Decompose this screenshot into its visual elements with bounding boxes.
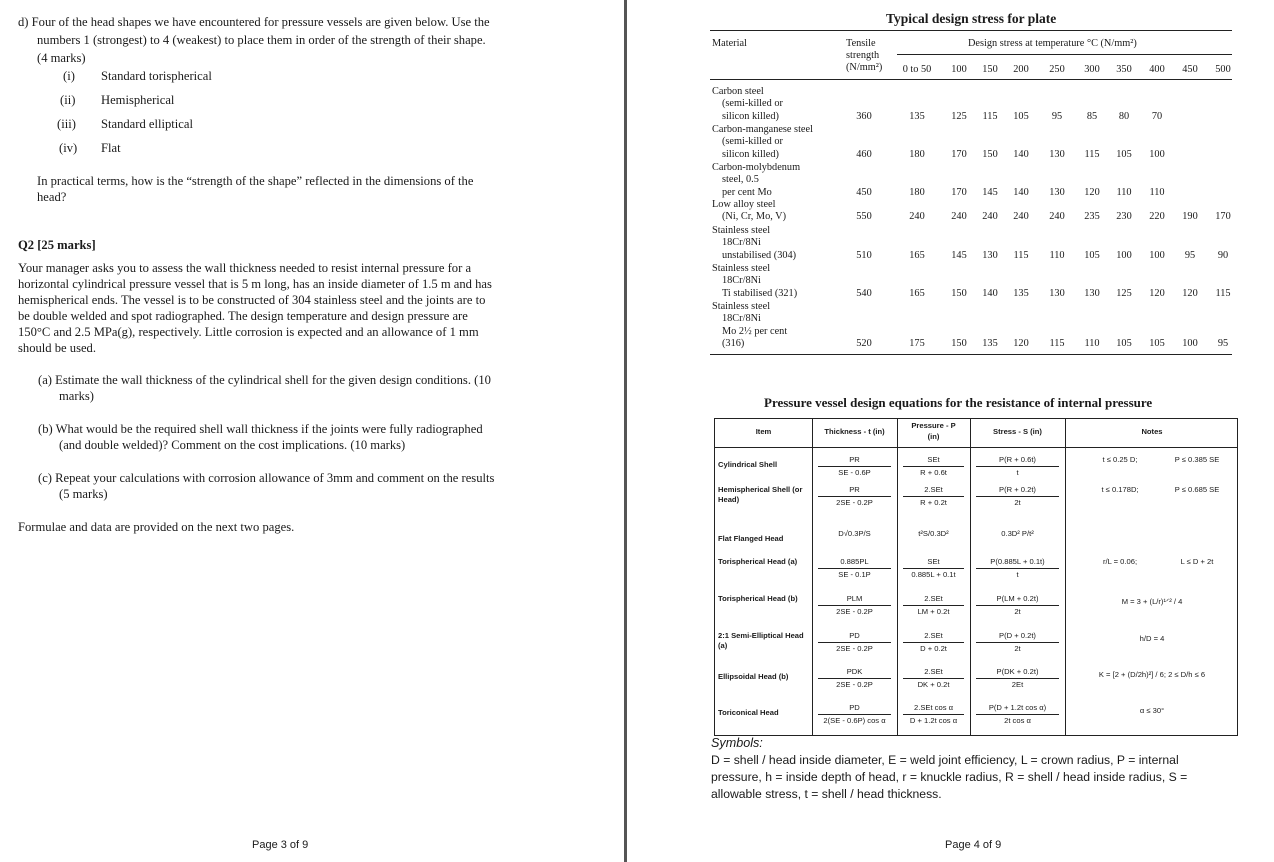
equation-denominator: LM + 0.2t (917, 607, 950, 616)
equation-note: P ≤ 0.685 SE (1174, 485, 1220, 494)
material-column-header: Material (712, 38, 747, 49)
equation-note: h/D = 4 (1139, 634, 1165, 643)
equation-note: P ≤ 0.385 SE (1174, 455, 1220, 464)
column-rule (970, 419, 971, 735)
material-label-line: 18Cr/8Ni (722, 275, 761, 287)
equation-note: M = 3 + (L/r)¹ᐟ² / 4 (1121, 597, 1183, 606)
design-stress-cell: 240 (1013, 211, 1029, 223)
shape-name: Standard torispherical (101, 69, 212, 83)
header-stress: Stress - S (in) (993, 427, 1042, 436)
equation-numerator: P(D + 1.2t cos α) (988, 703, 1047, 712)
design-stress-cell: 105 (1149, 338, 1165, 350)
design-stress-cell: 130 (982, 249, 998, 261)
design-stress-cell: 115 (1215, 287, 1231, 299)
material-label-line: Low alloy steel (712, 199, 776, 210)
material-label-line: Ti stabilised (321) (722, 287, 798, 299)
design-stress-cell: 115 (982, 110, 998, 122)
design-stress-cell: 145 (951, 249, 967, 261)
design-stress-cell: 180 (909, 148, 925, 160)
design-stress-cell: 80 (1118, 110, 1130, 122)
material-label-line: 18Cr/8Ni (722, 313, 761, 325)
design-stress-cell: 240 (951, 211, 967, 223)
page-number: Page 4 of 9 (945, 839, 1002, 851)
thickness-expression: D√0.3P/S (838, 529, 871, 538)
design-stress-cell: 130 (1049, 148, 1065, 160)
equation-denominator: 2SE - 0.2P (836, 498, 873, 507)
design-stress-cell: 130 (1084, 287, 1100, 299)
equation-denominator: 2t (1014, 644, 1021, 653)
equation-fraction (903, 703, 964, 726)
design-stress-cell: 85 (1086, 110, 1098, 122)
equation-numerator: 2.SEt (924, 631, 943, 640)
equation-denominator: D + 1.2t cos α (909, 716, 958, 725)
design-stress-cell: 105 (1013, 110, 1029, 122)
material-label-line: Stainless steel (712, 263, 771, 274)
equation-row-label: Cylindrical Shell (718, 460, 778, 469)
subquestion-a-line-2: marks) (59, 389, 94, 403)
practical-question-line-1: In practical terms, how is the “strength of the shape” reflected in the dimensions of the (37, 174, 474, 188)
equation-denominator: t (1016, 468, 1019, 477)
temperature-header: 500 (1215, 64, 1231, 75)
design-stress-cell: 100 (1149, 249, 1165, 261)
design-stress-cell: 135 (982, 338, 998, 350)
equation-note: K = [2 + (D/2h)²] / 6; 2 ≤ D/h ≤ 6 (1098, 670, 1206, 679)
design-stress-cell: 190 (1182, 211, 1198, 223)
design-stress-cell: 90 (1217, 249, 1229, 261)
equation-row-label: Hemispherical Shell (or Head) (718, 485, 803, 504)
equation-fraction (818, 594, 891, 617)
fraction-bar (903, 678, 964, 679)
fraction-bar (818, 466, 891, 467)
design-stress-cell: 180 (909, 186, 925, 198)
material-label-line: steel, 0.5 (722, 174, 759, 186)
design-stress-cell: 170 (951, 148, 967, 160)
q2-paragraph-line: should be used. (18, 341, 97, 355)
q2-heading: Q2 [25 marks] (18, 238, 96, 252)
tensile-strength-cell: 520 (856, 338, 872, 350)
design-stress-cell: 220 (1149, 211, 1165, 223)
equation-fraction (976, 631, 1059, 654)
equation-numerator: 2.SEt (924, 485, 943, 494)
equation-fraction (976, 557, 1059, 580)
tensile-strength-cell: 550 (856, 211, 872, 223)
column-rule (812, 419, 813, 735)
header-thickness: Thickness - t (in) (824, 427, 885, 436)
equation-denominator: t (1016, 570, 1019, 579)
fraction-bar (976, 568, 1059, 569)
equation-fraction (818, 631, 891, 654)
fraction-bar (903, 642, 964, 643)
equation-numerator: 2.SEt cos α (914, 703, 953, 712)
design-stress-cell: 235 (1084, 211, 1100, 223)
design-stress-cell: 105 (1084, 249, 1100, 261)
design-stress-cell: 100 (1116, 249, 1132, 261)
fraction-bar (903, 568, 964, 569)
tensile-strength-cell: 360 (856, 110, 872, 122)
equation-fraction (818, 703, 891, 726)
shape-number: (iii) (57, 117, 76, 131)
pressure-expression: t²S/0.3D² (918, 529, 949, 538)
equation-fraction (976, 594, 1059, 617)
temperature-header: 200 (1013, 64, 1029, 75)
part-d-marks: (4 marks) (37, 51, 86, 65)
design-stress-cell: 110 (1149, 186, 1165, 198)
equation-denominator: 2Et (1011, 680, 1024, 689)
design-stress-cell: 165 (909, 287, 925, 299)
equation-numerator: 2.SEt (924, 594, 943, 603)
part-d-intro-line-1: d) Four of the head shapes we have encountered for pressure vessels are given below. Use the (18, 15, 490, 29)
design-stress-cell: 135 (1013, 287, 1029, 299)
header-pressure: Pressure - P (911, 421, 956, 430)
q2-paragraph-line: Your manager asks you to assess the wall thickness needed to resist internal pressure for a (18, 261, 472, 275)
column-rule (1065, 419, 1066, 735)
design-stress-cell: 125 (951, 110, 967, 122)
equation-denominator: SE - 0.6P (838, 468, 871, 477)
material-label-line: (semi-killed or (722, 136, 783, 148)
design-stress-cell: 240 (982, 211, 998, 223)
design-stress-header: Design stress at temperature °C (N/mm²) (968, 38, 1137, 49)
q2-paragraph-line: 150°C and 2.5 MPa(g), respectively. Little corrosion is expected and an allowance of 1 mm (18, 325, 479, 339)
equation-fraction (903, 557, 964, 580)
fraction-bar (976, 466, 1059, 467)
equation-numerator: PLM (846, 594, 863, 603)
design-stress-cell: 70 (1151, 110, 1163, 122)
fraction-bar (976, 605, 1059, 606)
design-stress-cell: 150 (982, 148, 998, 160)
header-notes: Notes (1141, 427, 1163, 436)
design-stress-cell: 150 (951, 338, 967, 350)
temperature-header: 350 (1116, 64, 1132, 75)
equation-numerator: P(0.885L + 0.1t) (990, 557, 1045, 566)
tensile-strength-cell: 460 (856, 148, 872, 160)
equation-denominator: 0.885L + 0.1t (911, 570, 956, 579)
design-stress-cell: 95 (1184, 249, 1196, 261)
equation-note: L ≤ D + 2t (1180, 557, 1214, 566)
equation-note: r/L = 0.06; (1102, 557, 1138, 566)
q2-paragraph-line: hemispherical ends. The vessel is to be constructed of 304 stainless steel and the joints are to (18, 293, 486, 307)
equation-fraction (903, 594, 964, 617)
page-number: Page 3 of 9 (252, 839, 309, 851)
design-stress-cell: 130 (1049, 287, 1065, 299)
equation-fraction (903, 631, 964, 654)
fraction-bar (818, 568, 891, 569)
temperature-header: 450 (1182, 64, 1198, 75)
equation-denominator: 2t (1014, 607, 1021, 616)
design-stress-cell: 95 (1051, 110, 1063, 122)
design-stress-cell: 140 (982, 287, 998, 299)
equation-numerator: P(DK + 0.2t) (996, 667, 1039, 676)
equation-denominator: 2SE - 0.2P (836, 680, 873, 689)
equation-fraction (903, 455, 964, 478)
subquestion-a-line-1: (a) Estimate the wall thickness of the cylindrical shell for the given design conditions. (10 (38, 373, 491, 387)
equation-numerator: PR (849, 455, 860, 464)
symbols-line: allowable stress, t = shell / head thickness. (711, 787, 942, 801)
symbols-line: D = shell / head inside diameter, E = weld joint efficiency, L = crown radius, P = internal (711, 753, 1179, 767)
equation-denominator: 2t cos α (1004, 716, 1031, 725)
design-stress-cell: 120 (1084, 186, 1100, 198)
equation-fraction (976, 703, 1059, 726)
equation-numerator: 0.885PL (840, 557, 869, 566)
equation-fraction (818, 485, 891, 508)
formulae-note: Formulae and data are provided on the next two pages. (18, 520, 295, 534)
temperature-header: 100 (951, 64, 967, 75)
equation-numerator: PDK (846, 667, 863, 676)
design-stress-cell: 145 (982, 186, 998, 198)
equation-row-label: Torispherical Head (a) (718, 557, 798, 566)
practical-question-line-2: head? (37, 190, 67, 204)
equation-note: t ≤ 0.25 D; (1102, 455, 1138, 464)
table-rule (710, 79, 1232, 80)
shape-number: (iv) (59, 141, 78, 155)
design-stress-cell: 175 (909, 338, 925, 350)
material-label-line: Stainless steel (712, 225, 771, 236)
design-stress-cell: 115 (1049, 338, 1065, 350)
design-stress-cell: 115 (1013, 249, 1029, 261)
tensile-header-line: Tensile (846, 38, 876, 49)
temperature-header: 150 (982, 64, 998, 75)
stress-expression: 0.3D² P/t² (1001, 529, 1034, 538)
equation-numerator: P(R + 0.2t) (999, 485, 1036, 494)
equation-denominator: 2SE - 0.2P (836, 644, 873, 653)
material-label-line: silicon killed) (722, 148, 779, 160)
tensile-strength-cell: 450 (856, 186, 872, 198)
equations-table (714, 418, 1238, 736)
design-stress-cell: 240 (1049, 211, 1065, 223)
subquestion-c-line-2: (5 marks) (59, 487, 108, 501)
design-stress-cell: 170 (951, 186, 967, 198)
equation-denominator: D + 0.2t (920, 644, 947, 653)
equation-fraction (976, 485, 1059, 508)
symbols-line: pressure, h = inside depth of head, r = knuckle radius, R = shell / head inside radius, S = (711, 770, 1188, 784)
equation-row-label: 2:1 Semi-Elliptical Head (a) (718, 631, 804, 650)
equation-numerator: PD (849, 631, 860, 640)
temperature-header: 300 (1084, 64, 1100, 75)
fraction-bar (976, 678, 1059, 679)
material-label-line: Carbon-manganese steel (712, 124, 813, 135)
fraction-bar (818, 678, 891, 679)
shape-name: Hemispherical (101, 93, 175, 107)
equation-fraction (818, 557, 891, 580)
tensile-strength-cell: 510 (856, 249, 872, 261)
fraction-bar (818, 605, 891, 606)
design-stress-cell: 230 (1116, 211, 1132, 223)
design-stress-cell: 105 (1116, 338, 1132, 350)
design-stress-cell: 100 (1182, 338, 1198, 350)
equation-numerator: P(LM + 0.2t) (996, 594, 1039, 603)
equations-table-title: Pressure vessel design equations for the resistance of internal pressure (764, 395, 1153, 410)
fraction-bar (976, 642, 1059, 643)
equation-fraction (976, 667, 1059, 690)
material-label-line: Stainless steel (712, 301, 771, 312)
equation-denominator: R + 0.6t (920, 468, 947, 477)
tensile-strength-cell: 540 (856, 287, 872, 299)
subquestion-b-line-2: (and double welded)? Comment on the cost implications. (10 marks) (59, 438, 406, 452)
equation-denominator: SE - 0.1P (838, 570, 871, 579)
equation-numerator: P(D + 0.2t) (999, 631, 1036, 640)
equation-numerator: SEt (927, 455, 940, 464)
equation-fraction (818, 455, 891, 478)
equation-numerator: SEt (927, 557, 940, 566)
equation-denominator: 2t (1014, 498, 1021, 507)
equation-row-label: Flat Flanged Head (718, 534, 784, 543)
equation-fraction (903, 667, 964, 690)
equation-row-label: Torispherical Head (b) (718, 594, 798, 603)
symbols-heading: Symbols: (711, 736, 763, 750)
tensile-header-line: (N/mm²) (846, 62, 883, 73)
table-rule (897, 54, 1232, 55)
equation-row-label: Toriconical Head (718, 708, 779, 717)
column-rule (897, 419, 898, 735)
shape-name: Standard elliptical (101, 117, 193, 131)
design-stress-cell: 110 (1116, 186, 1132, 198)
equation-denominator: DK + 0.2t (917, 680, 950, 689)
equation-row-label: Ellipsoidal Head (b) (718, 672, 789, 681)
q2-paragraph-line: horizontal cylindrical pressure vessel that is 5 m long, has an inside diameter of 1.5 m and has (18, 277, 492, 291)
material-label-line: 18Cr/8Ni (722, 237, 761, 249)
design-stress-cell: 170 (1215, 211, 1231, 223)
equation-numerator: PD (849, 703, 860, 712)
equation-denominator: 2SE - 0.2P (836, 607, 873, 616)
header-rule (715, 447, 1237, 448)
part-d-intro-line-2: numbers 1 (strongest) to 4 (weakest) to place them in order of the strength of their shape. (37, 33, 486, 47)
material-label-line: Carbon steel (712, 86, 764, 97)
material-label-line: Carbon-molybdenum (712, 162, 801, 173)
fraction-bar (976, 714, 1059, 715)
temperature-header: 250 (1049, 64, 1065, 75)
temperature-header: 0 to 50 (902, 64, 932, 75)
header-pressure-unit: (in) (927, 432, 940, 441)
fraction-bar (818, 714, 891, 715)
fraction-bar (903, 605, 964, 606)
shape-number: (i) (63, 69, 75, 83)
equation-denominator: 2(SE - 0.6P) cos α (823, 716, 886, 725)
fraction-bar (818, 642, 891, 643)
material-label-line: per cent Mo (722, 186, 772, 198)
equation-note: α ≤ 30° (1139, 706, 1165, 715)
shape-name: Flat (101, 141, 121, 155)
design-stress-cell: 135 (909, 110, 925, 122)
equation-fraction (976, 455, 1059, 478)
equation-fraction (903, 485, 964, 508)
fraction-bar (976, 496, 1059, 497)
design-stress-cell: 95 (1217, 338, 1229, 350)
fraction-bar (818, 496, 891, 497)
design-stress-cell: 120 (1013, 338, 1029, 350)
design-stress-cell: 140 (1013, 148, 1029, 160)
fraction-bar (903, 714, 964, 715)
subquestion-c-line-1: (c) Repeat your calculations with corrosion allowance of 3mm and comment on the results (38, 471, 495, 485)
equation-note: t ≤ 0.178D; (1101, 485, 1139, 494)
fraction-bar (903, 466, 964, 467)
page-divider (624, 0, 627, 862)
temperature-header: 400 (1149, 64, 1165, 75)
design-stress-cell: 130 (1049, 186, 1065, 198)
left-page (0, 0, 624, 862)
material-label-line: (semi-killed or (722, 98, 783, 110)
equation-fraction (818, 667, 891, 690)
design-stress-cell: 165 (909, 249, 925, 261)
equation-numerator: PR (849, 485, 860, 494)
design-stress-cell: 110 (1084, 338, 1100, 350)
stress-table-title: Typical design stress for plate (886, 11, 1057, 26)
table-rule (710, 30, 1232, 31)
q2-paragraph-line: be double welded and spot radiographed. The design temperature and design pressure are (18, 309, 468, 323)
design-stress-cell: 140 (1013, 186, 1029, 198)
equation-numerator: P(R + 0.6t) (999, 455, 1036, 464)
subquestion-b-line-1: (b) What would be the required shell wall thickness if the joints were fully radiographed (38, 422, 483, 436)
material-label-line: unstabilised (304) (722, 249, 797, 261)
design-stress-cell: 150 (951, 287, 967, 299)
design-stress-cell: 115 (1084, 148, 1100, 160)
table-rule (710, 354, 1232, 355)
header-item: Item (755, 427, 772, 436)
design-stress-cell: 110 (1049, 249, 1065, 261)
material-label-line: Mo 2½ per cent (722, 325, 788, 337)
design-stress-cell: 105 (1116, 148, 1132, 160)
shape-number: (ii) (60, 93, 76, 107)
fraction-bar (903, 496, 964, 497)
design-stress-cell: 125 (1116, 287, 1132, 299)
material-label-line: (Ni, Cr, Mo, V) (722, 211, 787, 223)
equation-denominator: R + 0.2t (920, 498, 947, 507)
material-label-line: (316) (722, 338, 745, 350)
design-stress-cell: 120 (1149, 287, 1165, 299)
tensile-header-line: strength (846, 50, 880, 61)
design-stress-cell: 100 (1149, 148, 1165, 160)
equation-numerator: 2.SEt (924, 667, 943, 676)
design-stress-cell: 120 (1182, 287, 1198, 299)
material-label-line: silicon killed) (722, 110, 779, 122)
design-stress-cell: 240 (909, 211, 925, 223)
